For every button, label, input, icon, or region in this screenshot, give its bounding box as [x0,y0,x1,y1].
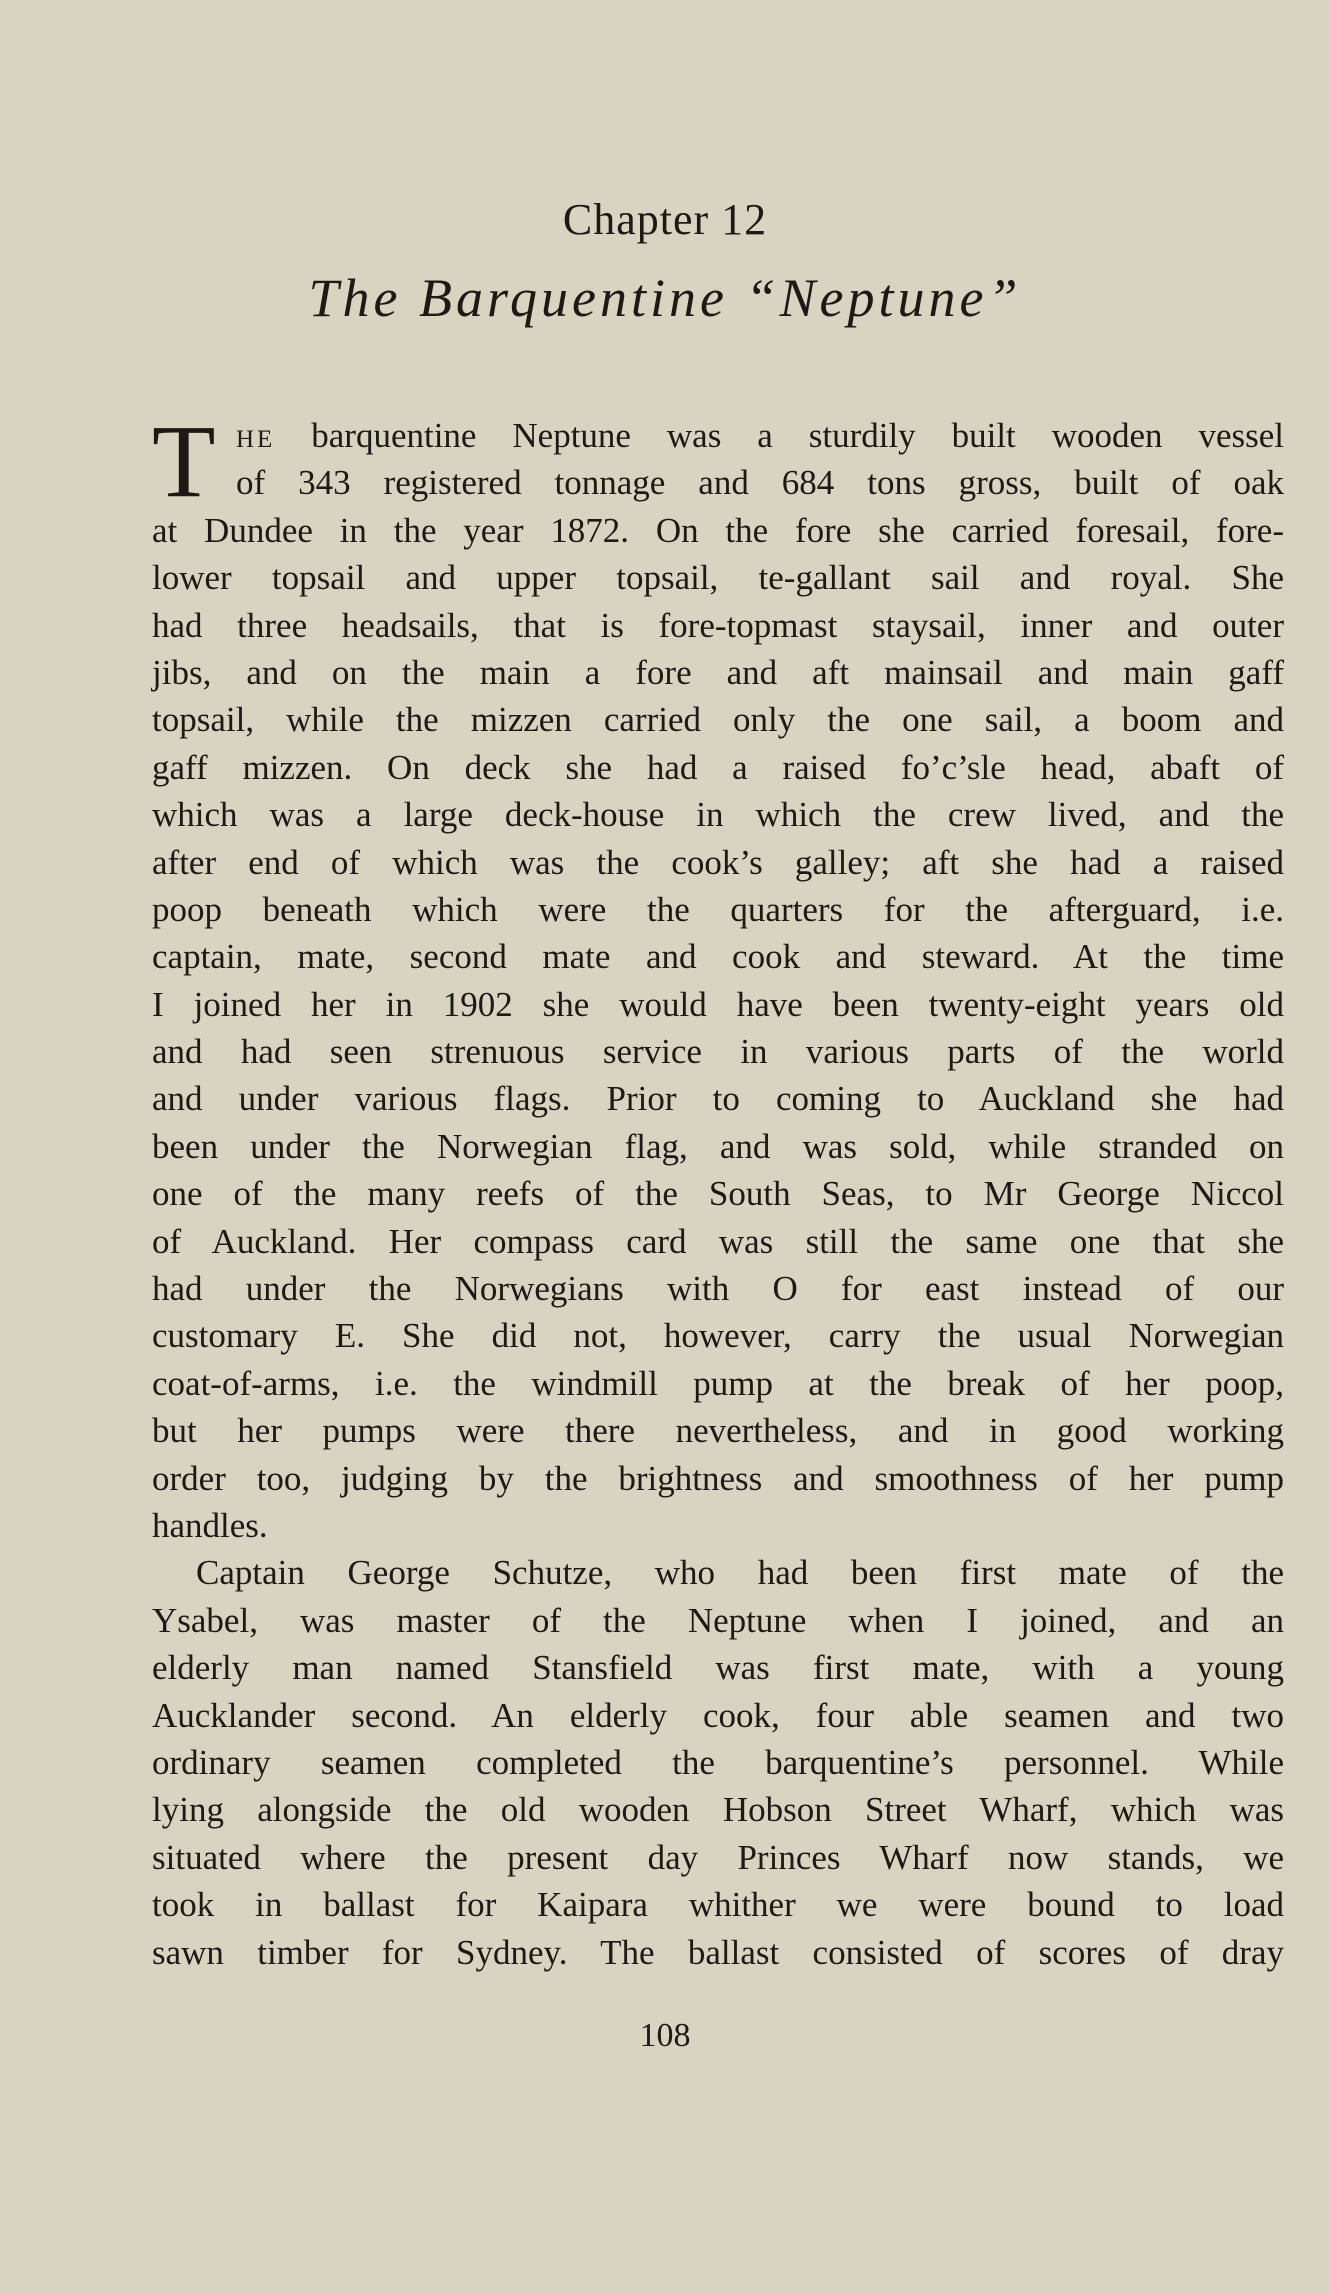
text-line-11: poop beneath which were the quarters for the afterguard, i.e. [152,889,1284,929]
text-line-24: handles. [152,1505,268,1545]
text-line-28: Aucklander second. An elderly cook, four able seamen and two [152,1695,1284,1735]
text-line-4: lower topsail and upper topsail, te-gallant sail and royal. She [152,558,1284,598]
text-line-15: and under various flags. Prior to coming to Auckland she had [152,1079,1284,1119]
text-line-33: sawn timber for Sydney. The ballast consisted of scores of dray [152,1932,1284,1972]
text-line-29: ordinary seamen completed the barquentine’s personnel. While [152,1742,1284,1782]
page-number: 108 [639,2017,691,2054]
drop-cap: T [152,404,216,519]
text-line-20: customary E. She did not, however, carry the usual Norwegian [152,1316,1284,1356]
text-line-25: Captain George Schutze, who had been first mate of the [196,1553,1284,1593]
text-line-21: coat-of-arms, i.e. the windmill pump at the break of her poop, [152,1363,1284,1403]
text-line-16: been under the Norwegian flag, and was sold, while stranded on [152,1126,1284,1166]
text-line-2: of 343 registered tonnage and 684 tons gross, built of oak [236,463,1284,503]
text-line-22: but her pumps were there nevertheless, and in good working [152,1411,1284,1451]
text-line-5: had three headsails, that is fore-topmast staysail, inner and outer [152,605,1284,645]
text-line-18: of Auckland. Her compass card was still the same one that she [152,1221,1284,1261]
text-line-31: situated where the present day Princes Wharf now stands, we [152,1837,1284,1877]
text-line-17: one of the many reefs of the South Seas, to Mr George Niccol [152,1174,1284,1214]
text-line-10: after end of which was the cook’s galley; aft she had a raised [152,842,1284,882]
text-line-30: lying alongside the old wooden Hobson Street Wharf, which was [152,1790,1284,1830]
text-line-23: order too, judging by the brightness and smoothness of her pump [152,1458,1284,1498]
text-line-14: and had seen strenuous service in various parts of the world [152,1032,1284,1072]
text-line-3: at Dundee in the year 1872. On the fore she carried foresail, fore- [152,510,1284,550]
body-text [152,404,1284,1976]
lead-word: he [236,416,276,455]
text-line-12: captain, mate, second mate and cook and steward. At the time [152,937,1284,977]
text-line-19: had under the Norwegians with O for east instead of our [152,1269,1284,1309]
text-line-9: which was a large deck-house in which the crew lived, and the [152,795,1284,835]
text-line-13: I joined her in 1902 she would have been twenty-eight years old [152,984,1284,1024]
text-line-6: jibs, and on the main a fore and aft mainsail and main gaff [152,652,1284,692]
text-line-1: he barquentine Neptune was a sturdily built wooden vessel [236,416,1284,455]
text-line-26: Ysabel, was master of the Neptune when I joined, and an [152,1600,1284,1640]
chapter-label: Chapter 12 [562,195,768,244]
text-line-27: elderly man named Stansfield was first mate, with a young [152,1648,1284,1688]
text-line-32: took in ballast for Kaipara whither we were bound to load [152,1885,1284,1925]
chapter-title: The Barquentine “Neptune” [308,268,1022,328]
text-line-7: topsail, while the mizzen carried only the one sail, a boom and [152,700,1284,740]
text-line-8: gaff mizzen. On deck she had a raised fo’c’sle head, abaft of [152,747,1284,787]
